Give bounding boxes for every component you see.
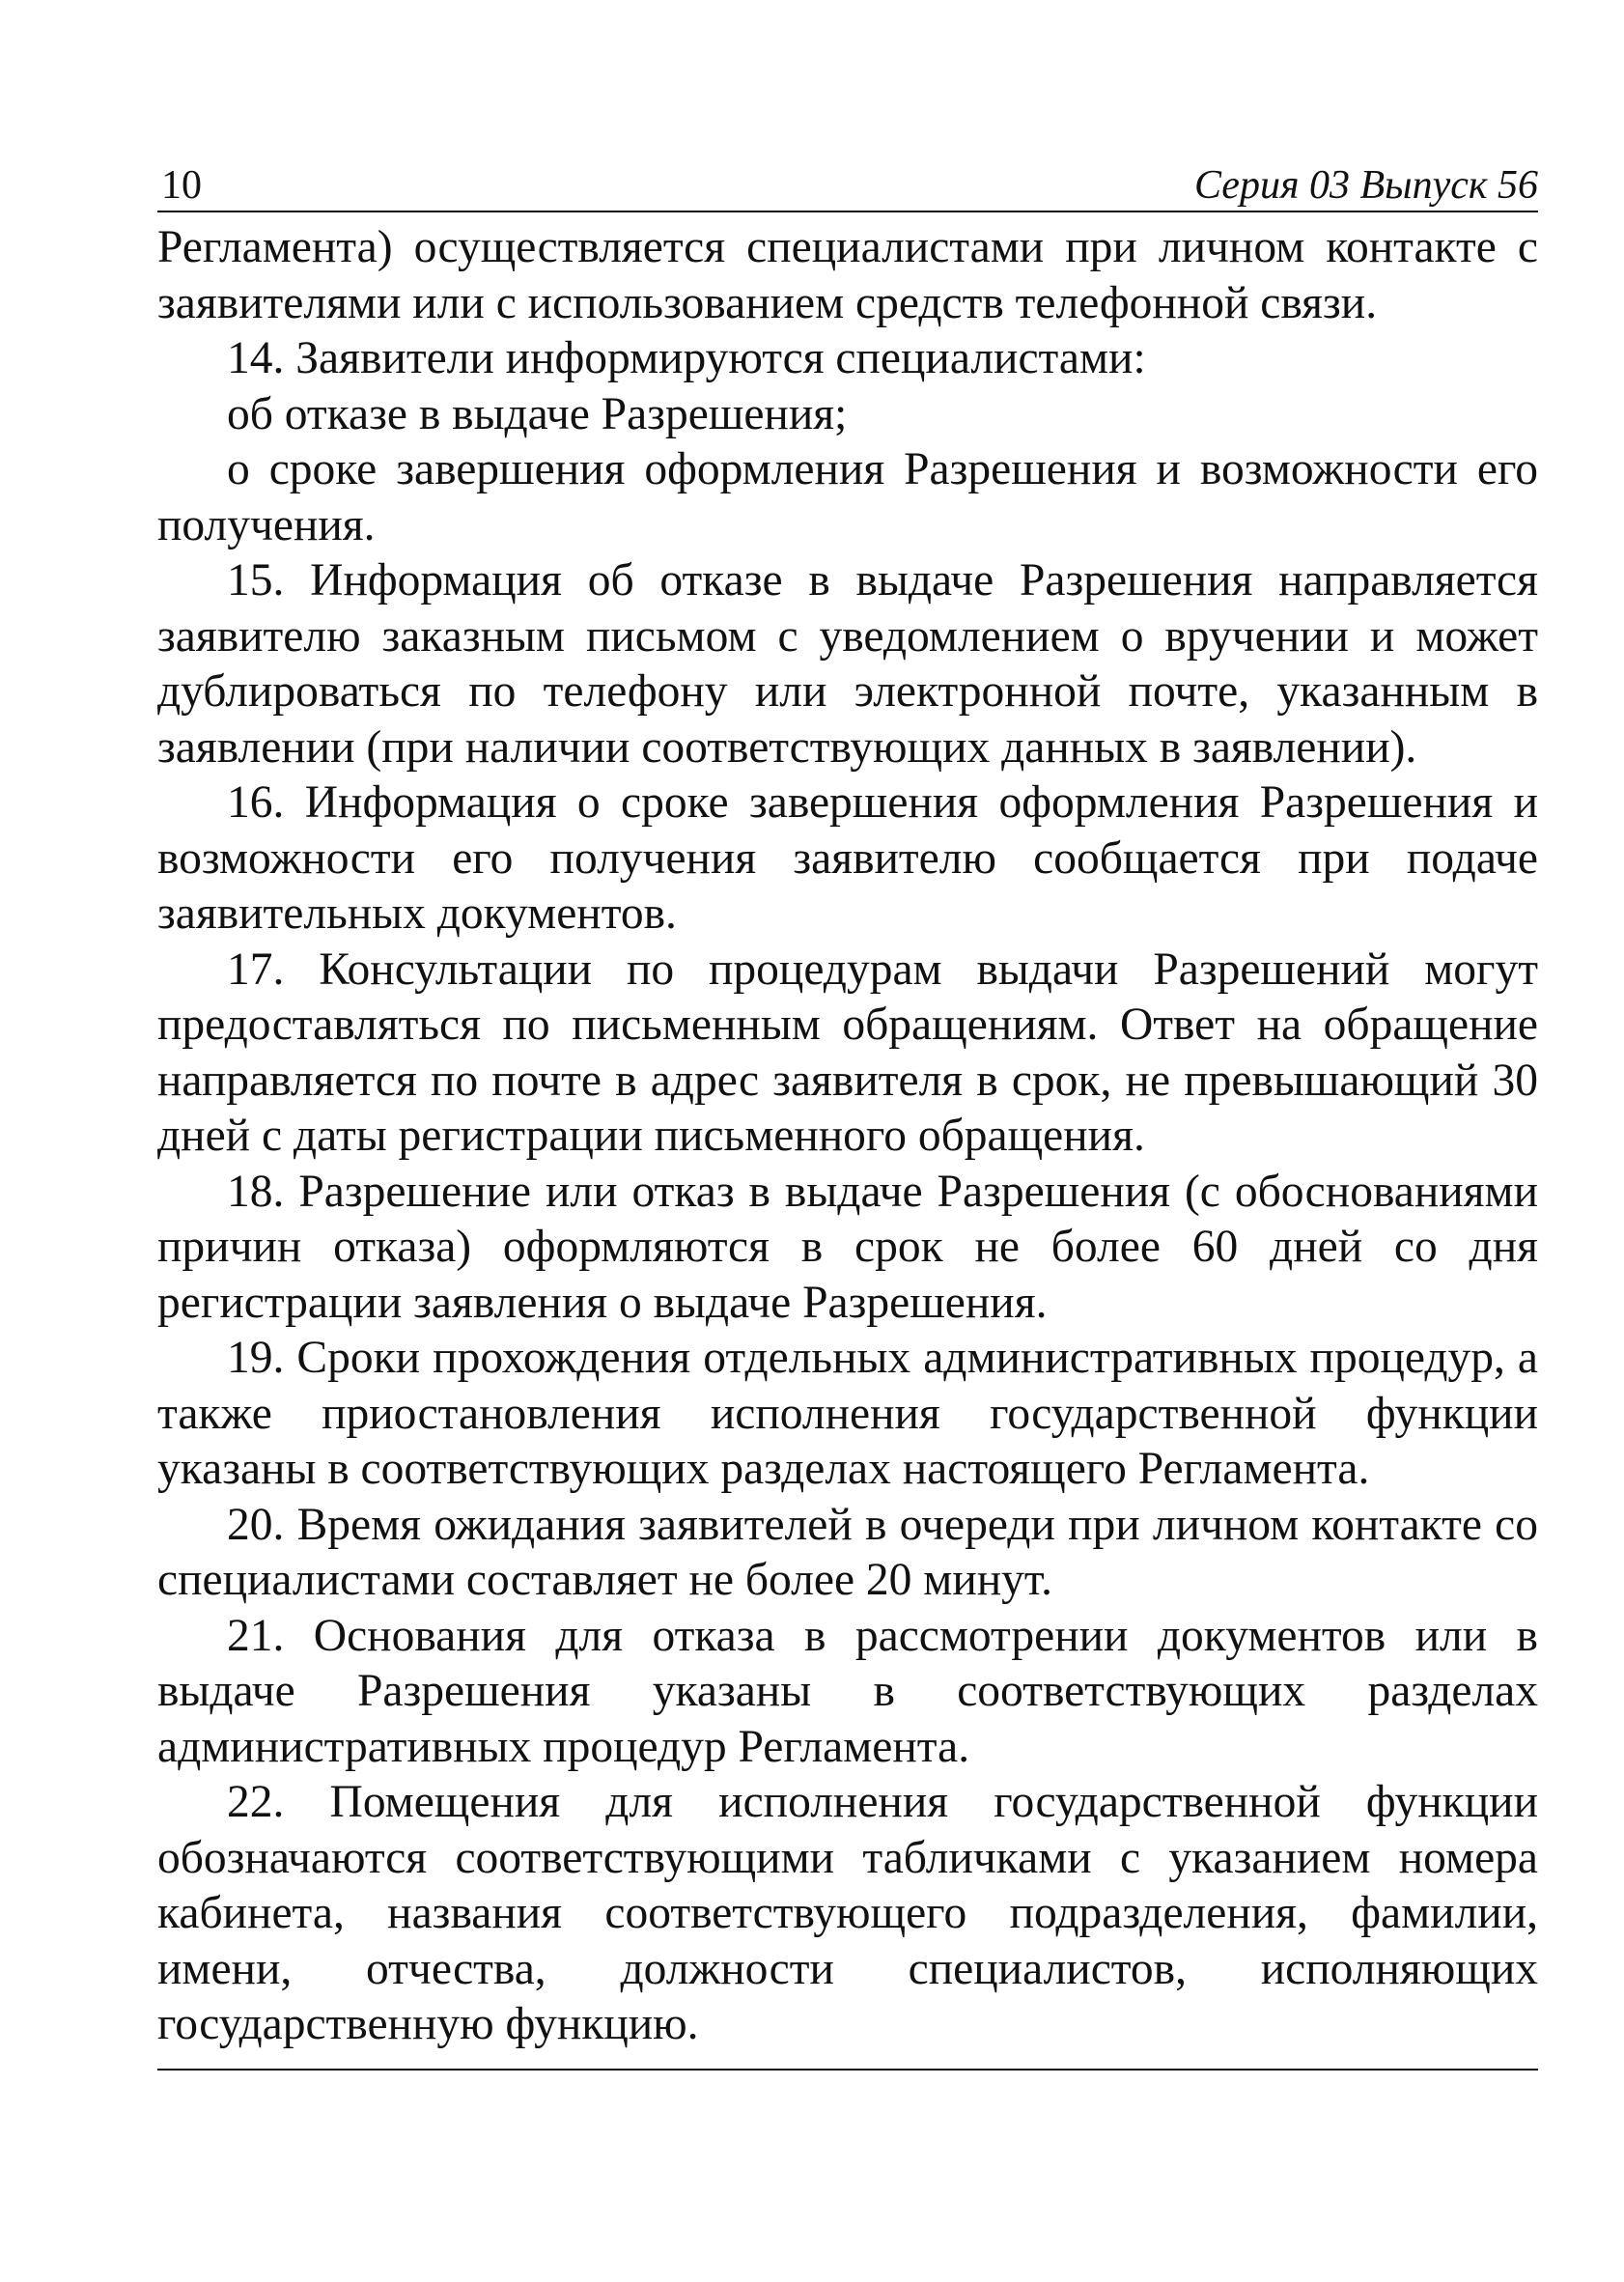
series-issue: Серия 03 Выпуск 56 [1194, 163, 1538, 208]
footer-rule [157, 2069, 1538, 2071]
paragraph-14-item-deadline: о сроке завершения оформления Разрешения и возможности его получения. [157, 444, 1538, 550]
paragraph-19: 19. Сроки прохождения отдельных административных процедур, а также приостановления исполнения государственной функции указаны в соответствующих разделах настоящего Регламента. [157, 1333, 1538, 1494]
paragraph-16: 16. Информация о сроке завершения оформления Разрешения и возможности его получения заявителю сообщается при подаче заявительных документов. [157, 777, 1538, 939]
paragraph-15: 15. Информация об отказе в выдаче Разрешения направляется заявителю заказным письмом с уведомлением о вручении и может дублироваться по телефону или электронной почте, указанным в заявлении (при наличии соответствующих данных в заявлении). [157, 555, 1538, 773]
paragraph-14-item-refusal: об отказе в выдаче Разрешения; [227, 388, 848, 439]
paragraph-22: 22. Помещения для исполнения государственной функции обозначаются соответствующими табличками с указанием номера кабинета, названия соответствующего подразделения, фамилии, имени, отчества, должности специалистов, исполняющих государственную функцию. [157, 1777, 1538, 2049]
paragraph-continuation: Регламента) осуществляется специалистами при личном контакте с заявителями или с использованием средств телефонной связи. [157, 222, 1538, 328]
paragraph-20: 20. Время ожидания заявителей в очереди при личном контакте со специалистами составляет не более 20 минут. [157, 1499, 1538, 1605]
page-number: 10 [161, 163, 202, 208]
paragraph-14: 14. Заявители информируются специалистами: [227, 333, 1146, 383]
paragraph-17: 17. Консультации по процедурам выдачи Разрешений могут предоставляться по письменным обращениям. Ответ на обращение направляется по почте в адрес заявителя в срок, не превышающий 30 дней с даты регистрации письменного обращения. [157, 944, 1538, 1161]
body-text [157, 220, 1538, 2053]
paragraph-18: 18. Разрешение или отказ в выдаче Разрешения (с обоснованиями причин отказа) оформляются в срок не более 60 дней со дня регистрации заявления о выдаче Разрешения. [157, 1166, 1538, 1328]
document-page [157, 155, 1538, 2071]
page-header [157, 155, 1538, 212]
paragraph-21: 21. Основания для отказа в рассмотрении документов или в выдаче Разрешения указаны в соответствующих разделах административных процедур Регламента. [157, 1610, 1538, 1772]
